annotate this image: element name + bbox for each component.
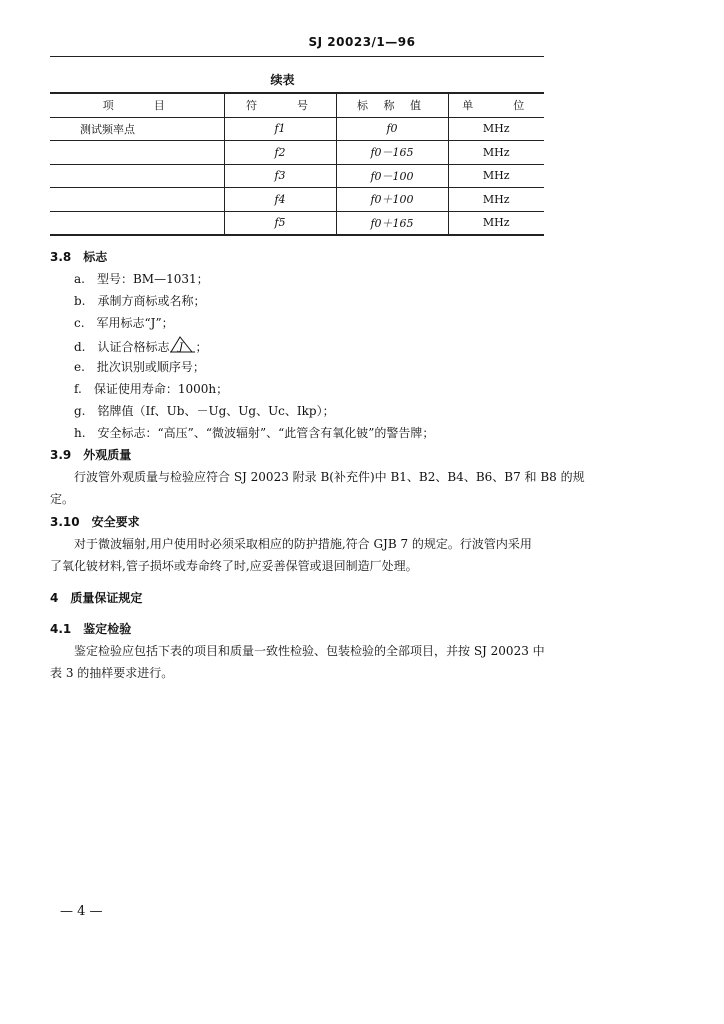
table-row bbox=[50, 141, 544, 165]
mark-item-e: e. 批次识别或顺序号； bbox=[74, 360, 205, 374]
item-cell bbox=[50, 164, 224, 188]
unit-cell: MHz bbox=[448, 164, 544, 188]
mark-item-d-label: d. 认证合格标志 bbox=[74, 340, 170, 354]
symbol-cell: f5 bbox=[224, 211, 336, 235]
frequency-table bbox=[50, 92, 544, 236]
table-header-row bbox=[50, 93, 544, 117]
table-row bbox=[50, 164, 544, 188]
value-cell: f0－100 bbox=[336, 164, 448, 188]
value-cell: f0＋165 bbox=[336, 211, 448, 235]
header-rule bbox=[50, 56, 544, 57]
value-cell: f0－165 bbox=[336, 141, 448, 165]
value-cell: f0 bbox=[336, 117, 448, 141]
symbol-cell: f2 bbox=[224, 141, 336, 165]
column-header-symbol: 符 号 bbox=[224, 93, 336, 117]
item-cell bbox=[50, 211, 224, 235]
section-3-8-heading: 3.8 标志 bbox=[50, 250, 108, 264]
symbol-cell: f4 bbox=[224, 188, 336, 212]
section-4-1-paragraph-line: 表 3 的抽样要求进行。 bbox=[50, 666, 174, 680]
mark-item-d bbox=[74, 336, 208, 355]
svg-text:J: J bbox=[178, 342, 183, 353]
section-3-10-heading: 3.10 安全要求 bbox=[50, 515, 140, 529]
unit-cell: MHz bbox=[448, 117, 544, 141]
section-3-9-paragraph-line: 行波管外观质量与检验应符合 SJ 20023 附录 B(补充件)中 B1、B2、B4、B6、B7 和 B8 的规 bbox=[74, 470, 585, 484]
mark-item-g: g. 铭牌值（If、Ub、－Ug、Ug、Uc、Ikp）； bbox=[74, 404, 335, 418]
section-4-1-paragraph-line: 鉴定检验应包括下表的项目和质量一致性检验、包装检验的全部项目，并按 SJ 20023 中 bbox=[74, 644, 545, 658]
item-cell: 测试频率点 bbox=[80, 122, 135, 136]
page-number: — 4 — bbox=[60, 904, 103, 919]
section-3-9-heading: 3.9 外观质量 bbox=[50, 448, 132, 462]
item-cell bbox=[50, 188, 224, 212]
value-cell: f0＋100 bbox=[336, 188, 448, 212]
section-3-10-paragraph-line: 了氧化铍材料,管子损坏或寿命终了时,应妥善保管或退回制造厂处理。 bbox=[50, 559, 418, 573]
column-header-value: 标 称 值 bbox=[336, 93, 448, 117]
column-header-unit: 单 位 bbox=[448, 93, 544, 117]
mark-item-h: h. 安全标志：“高压”、“微波辐射”、“此管含有氧化铍”的警告牌； bbox=[74, 426, 435, 440]
unit-cell: MHz bbox=[448, 188, 544, 212]
column-header-item: 项 目 bbox=[50, 93, 224, 117]
mark-item-c: c. 军用标志“J”； bbox=[74, 316, 174, 330]
symbol-cell: f3 bbox=[224, 164, 336, 188]
section-3-10-paragraph-line: 对于微波辐射,用户使用时必须采取相应的防护措施,符合 GJB 7 的规定。行波管内采用 bbox=[74, 537, 532, 551]
unit-cell: MHz bbox=[448, 141, 544, 165]
table-row bbox=[50, 188, 544, 212]
unit-cell: MHz bbox=[448, 211, 544, 235]
section-4-1-heading: 4.1 鉴定检验 bbox=[50, 622, 132, 636]
section-3-9-paragraph-line: 定。 bbox=[50, 492, 75, 506]
section-4-heading: 4 质量保证规定 bbox=[50, 591, 143, 605]
document-header: SJ 20023/1—96 bbox=[308, 35, 416, 49]
mark-item-d-suffix: ； bbox=[195, 340, 208, 354]
table-row bbox=[50, 211, 544, 235]
item-cell bbox=[50, 141, 224, 165]
mark-item-f: f. 保证使用寿命：1000h； bbox=[74, 382, 229, 396]
table-caption: 续表 bbox=[270, 73, 295, 87]
table-row bbox=[50, 117, 544, 141]
certification-mark-icon bbox=[170, 336, 196, 354]
symbol-cell: f1 bbox=[224, 117, 336, 141]
mark-item-b: b. 承制方商标或名称； bbox=[74, 294, 206, 308]
mark-item-a: a. 型号：BM—1031； bbox=[74, 272, 209, 286]
